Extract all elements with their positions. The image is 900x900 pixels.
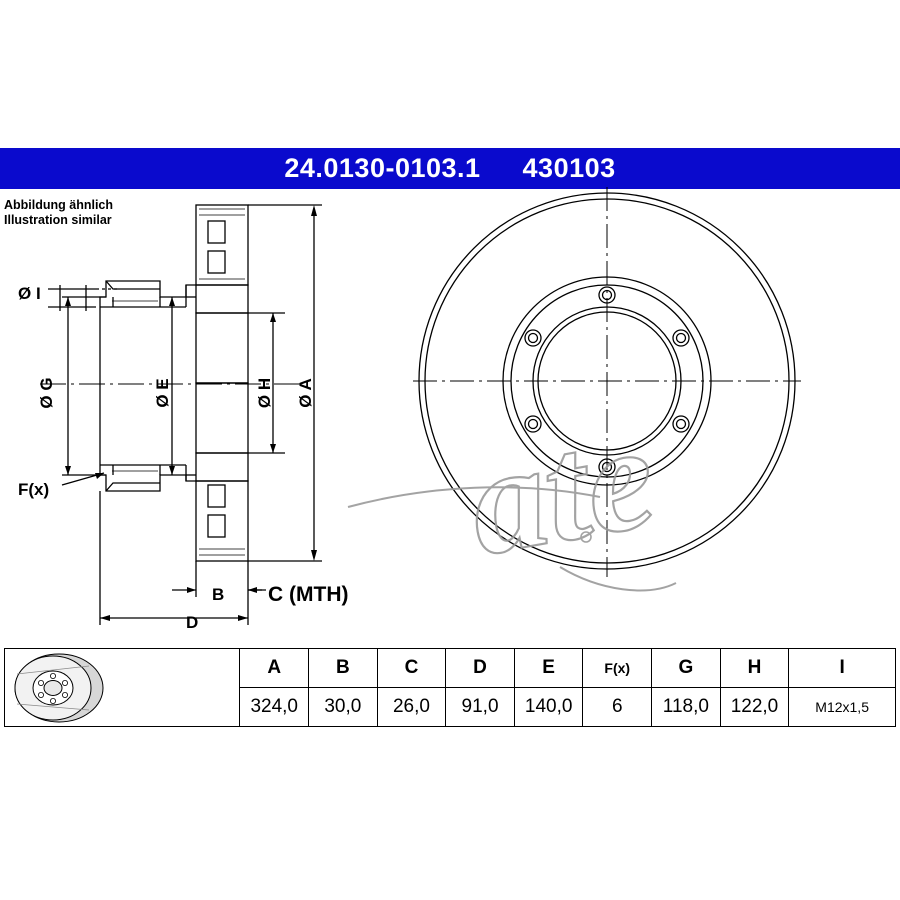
table-header-b: B xyxy=(309,649,378,688)
label-diameter-e: Ø E xyxy=(153,378,172,408)
label-diameter-g: Ø G xyxy=(37,377,56,409)
illustration-note-de: Abbildung ähnlich xyxy=(4,198,114,212)
part-number: 24.0130-0103.1 xyxy=(284,153,481,183)
table-header-fx: F(x) xyxy=(583,649,652,688)
ate-brand-watermark xyxy=(348,392,676,590)
label-fx: F(x) xyxy=(18,480,50,499)
table-value-g: 118,0 xyxy=(652,688,721,727)
table-header-e: E xyxy=(514,649,583,688)
table-value-i: M12x1,5 xyxy=(789,688,896,727)
svg-text:ate: ate xyxy=(456,392,667,588)
label-d: D xyxy=(186,613,199,632)
table-value-h: 122,0 xyxy=(720,688,789,727)
reference-number: 430103 xyxy=(522,153,616,183)
table-value-e: 140,0 xyxy=(514,688,583,727)
label-b: B xyxy=(212,585,225,604)
table-header-h: H xyxy=(720,649,789,688)
table-header-a: A xyxy=(240,649,309,688)
table-header-g: G xyxy=(652,649,721,688)
table-value-a: 324,0 xyxy=(240,688,309,727)
disc-thumbnail-icon xyxy=(5,650,227,726)
disc-thumbnail-cell xyxy=(5,649,240,727)
label-diameter-a: Ø A xyxy=(296,378,315,408)
table-header-i: I xyxy=(789,649,896,688)
title-bar xyxy=(0,148,900,189)
table-value-b: 30,0 xyxy=(309,688,378,727)
table-value-fx: 6 xyxy=(583,688,652,727)
label-diameter-i: Ø I xyxy=(18,284,41,303)
table-row-headers xyxy=(5,649,896,688)
label-c-mth: C (MTH) xyxy=(268,583,349,606)
disc-section-profile xyxy=(100,205,248,561)
illustration-note-en: Illustration similar xyxy=(4,213,112,227)
table-value-c: 26,0 xyxy=(377,688,446,727)
table-header-c: C xyxy=(377,649,446,688)
technical-drawing xyxy=(0,185,900,645)
table-header-d: D xyxy=(446,649,515,688)
label-diameter-h: Ø H xyxy=(255,377,274,409)
specification-table xyxy=(4,648,896,727)
dimension-d xyxy=(100,491,248,625)
table-value-d: 91,0 xyxy=(446,688,515,727)
